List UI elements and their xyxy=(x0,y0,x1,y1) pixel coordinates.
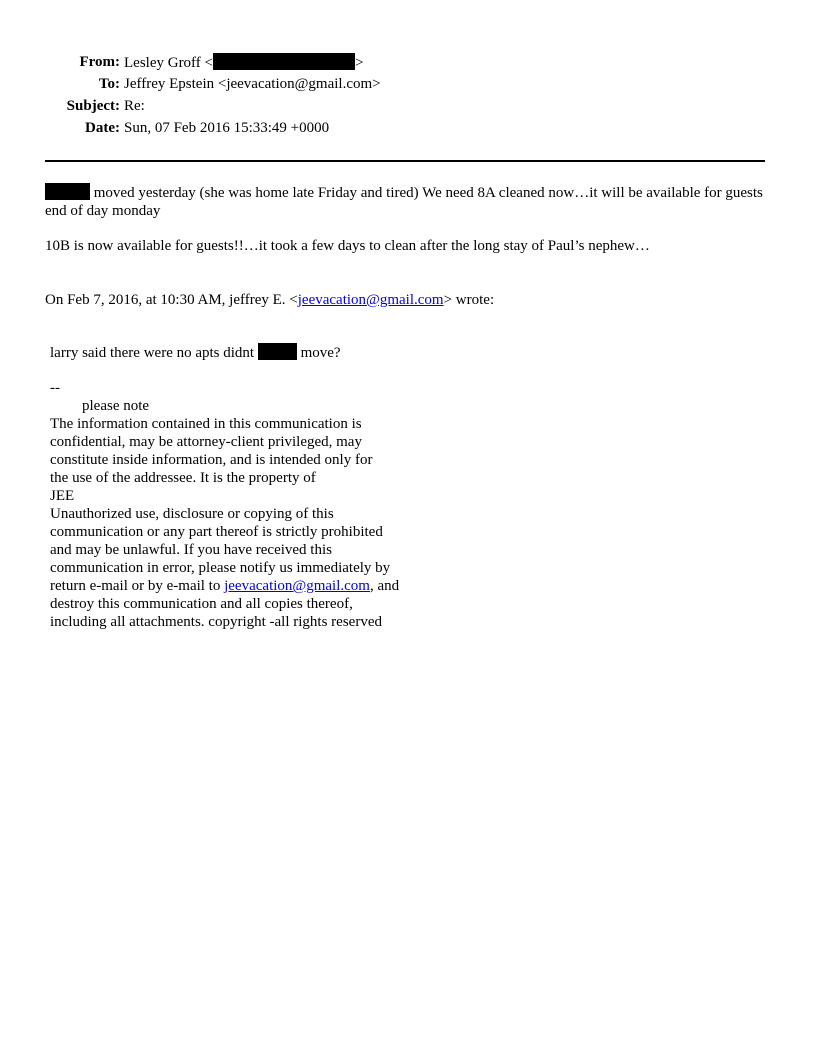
date-label: Date: xyxy=(85,120,120,136)
attribution-email-link[interactable]: jeevacation@gmail.com xyxy=(297,292,444,308)
reply-paragraph-1 xyxy=(45,183,775,220)
notify-email-link[interactable]: jeevacation@gmail.com xyxy=(224,578,370,594)
from-label: From: xyxy=(79,54,120,70)
disclaimer-line: communication in error, please notify us immediately by xyxy=(50,560,391,576)
quoted-line-1-after: move? xyxy=(296,345,341,361)
notify-suffix: , and xyxy=(369,578,400,594)
disclaimer-block xyxy=(50,415,470,631)
disclaimer-line: confidential, may be attorney-client privileged, may xyxy=(50,434,362,450)
disclaimer-line: JEE xyxy=(50,488,75,504)
attribution-suffix: > wrote: xyxy=(443,292,495,308)
disclaimer-line: and may be unlawful. If you have received this xyxy=(50,542,332,558)
date-value: Sun, 07 Feb 2016 15:33:49 +0000 xyxy=(124,120,330,136)
attribution-prefix: On Feb 7, 2016, at 10:30 AM, jeffrey E. < xyxy=(45,292,298,308)
notify-prefix: return e-mail or by e-mail to xyxy=(50,578,225,594)
reply-paragraph-1-text: moved yesterday (she was home late Friday and tired) We need 8A cleaned now…it will be available for guests end of day monday xyxy=(45,185,763,219)
header-divider xyxy=(45,160,765,162)
signature-dashes: -- xyxy=(50,380,60,396)
signature-please-note: please note xyxy=(82,398,150,414)
from-name: Lesley Groff < xyxy=(124,55,213,71)
redaction-box xyxy=(258,343,297,360)
disclaimer-line: destroy this communication and all copies thereof, xyxy=(50,596,353,612)
subject-value: Re: xyxy=(124,98,145,114)
to-label: To: xyxy=(98,76,120,92)
disclaimer-line: Unauthorized use, disclosure or copying of this xyxy=(50,506,334,522)
to-value: Jeffrey Epstein <jeevacation@gmail.com> xyxy=(124,76,381,92)
quoted-line-1 xyxy=(50,343,470,362)
disclaimer-notify-line xyxy=(50,577,470,595)
disclaimer-line: constitute inside information, and is intended only for xyxy=(50,452,373,468)
disclaimer-line: communication or any part thereof is strictly prohibited xyxy=(50,524,383,540)
from-close: > xyxy=(355,55,364,71)
reply-paragraph-2: 10B is now available for guests!!…it took a few days to clean after the long stay of Paul’s nephew… xyxy=(45,238,650,254)
disclaimer-line: the use of the addressee. It is the property of xyxy=(50,470,316,486)
quoted-line-1-before: larry said there were no apts didnt xyxy=(50,345,258,361)
quote-attribution xyxy=(45,291,775,309)
redaction-box xyxy=(45,183,90,200)
redaction-box xyxy=(213,53,355,70)
disclaimer-line: The information contained in this communication is xyxy=(50,416,362,432)
from-value xyxy=(124,53,363,72)
subject-label: Subject: xyxy=(66,98,120,114)
disclaimer-line: including all attachments. copyright -all rights reserved xyxy=(50,614,382,630)
